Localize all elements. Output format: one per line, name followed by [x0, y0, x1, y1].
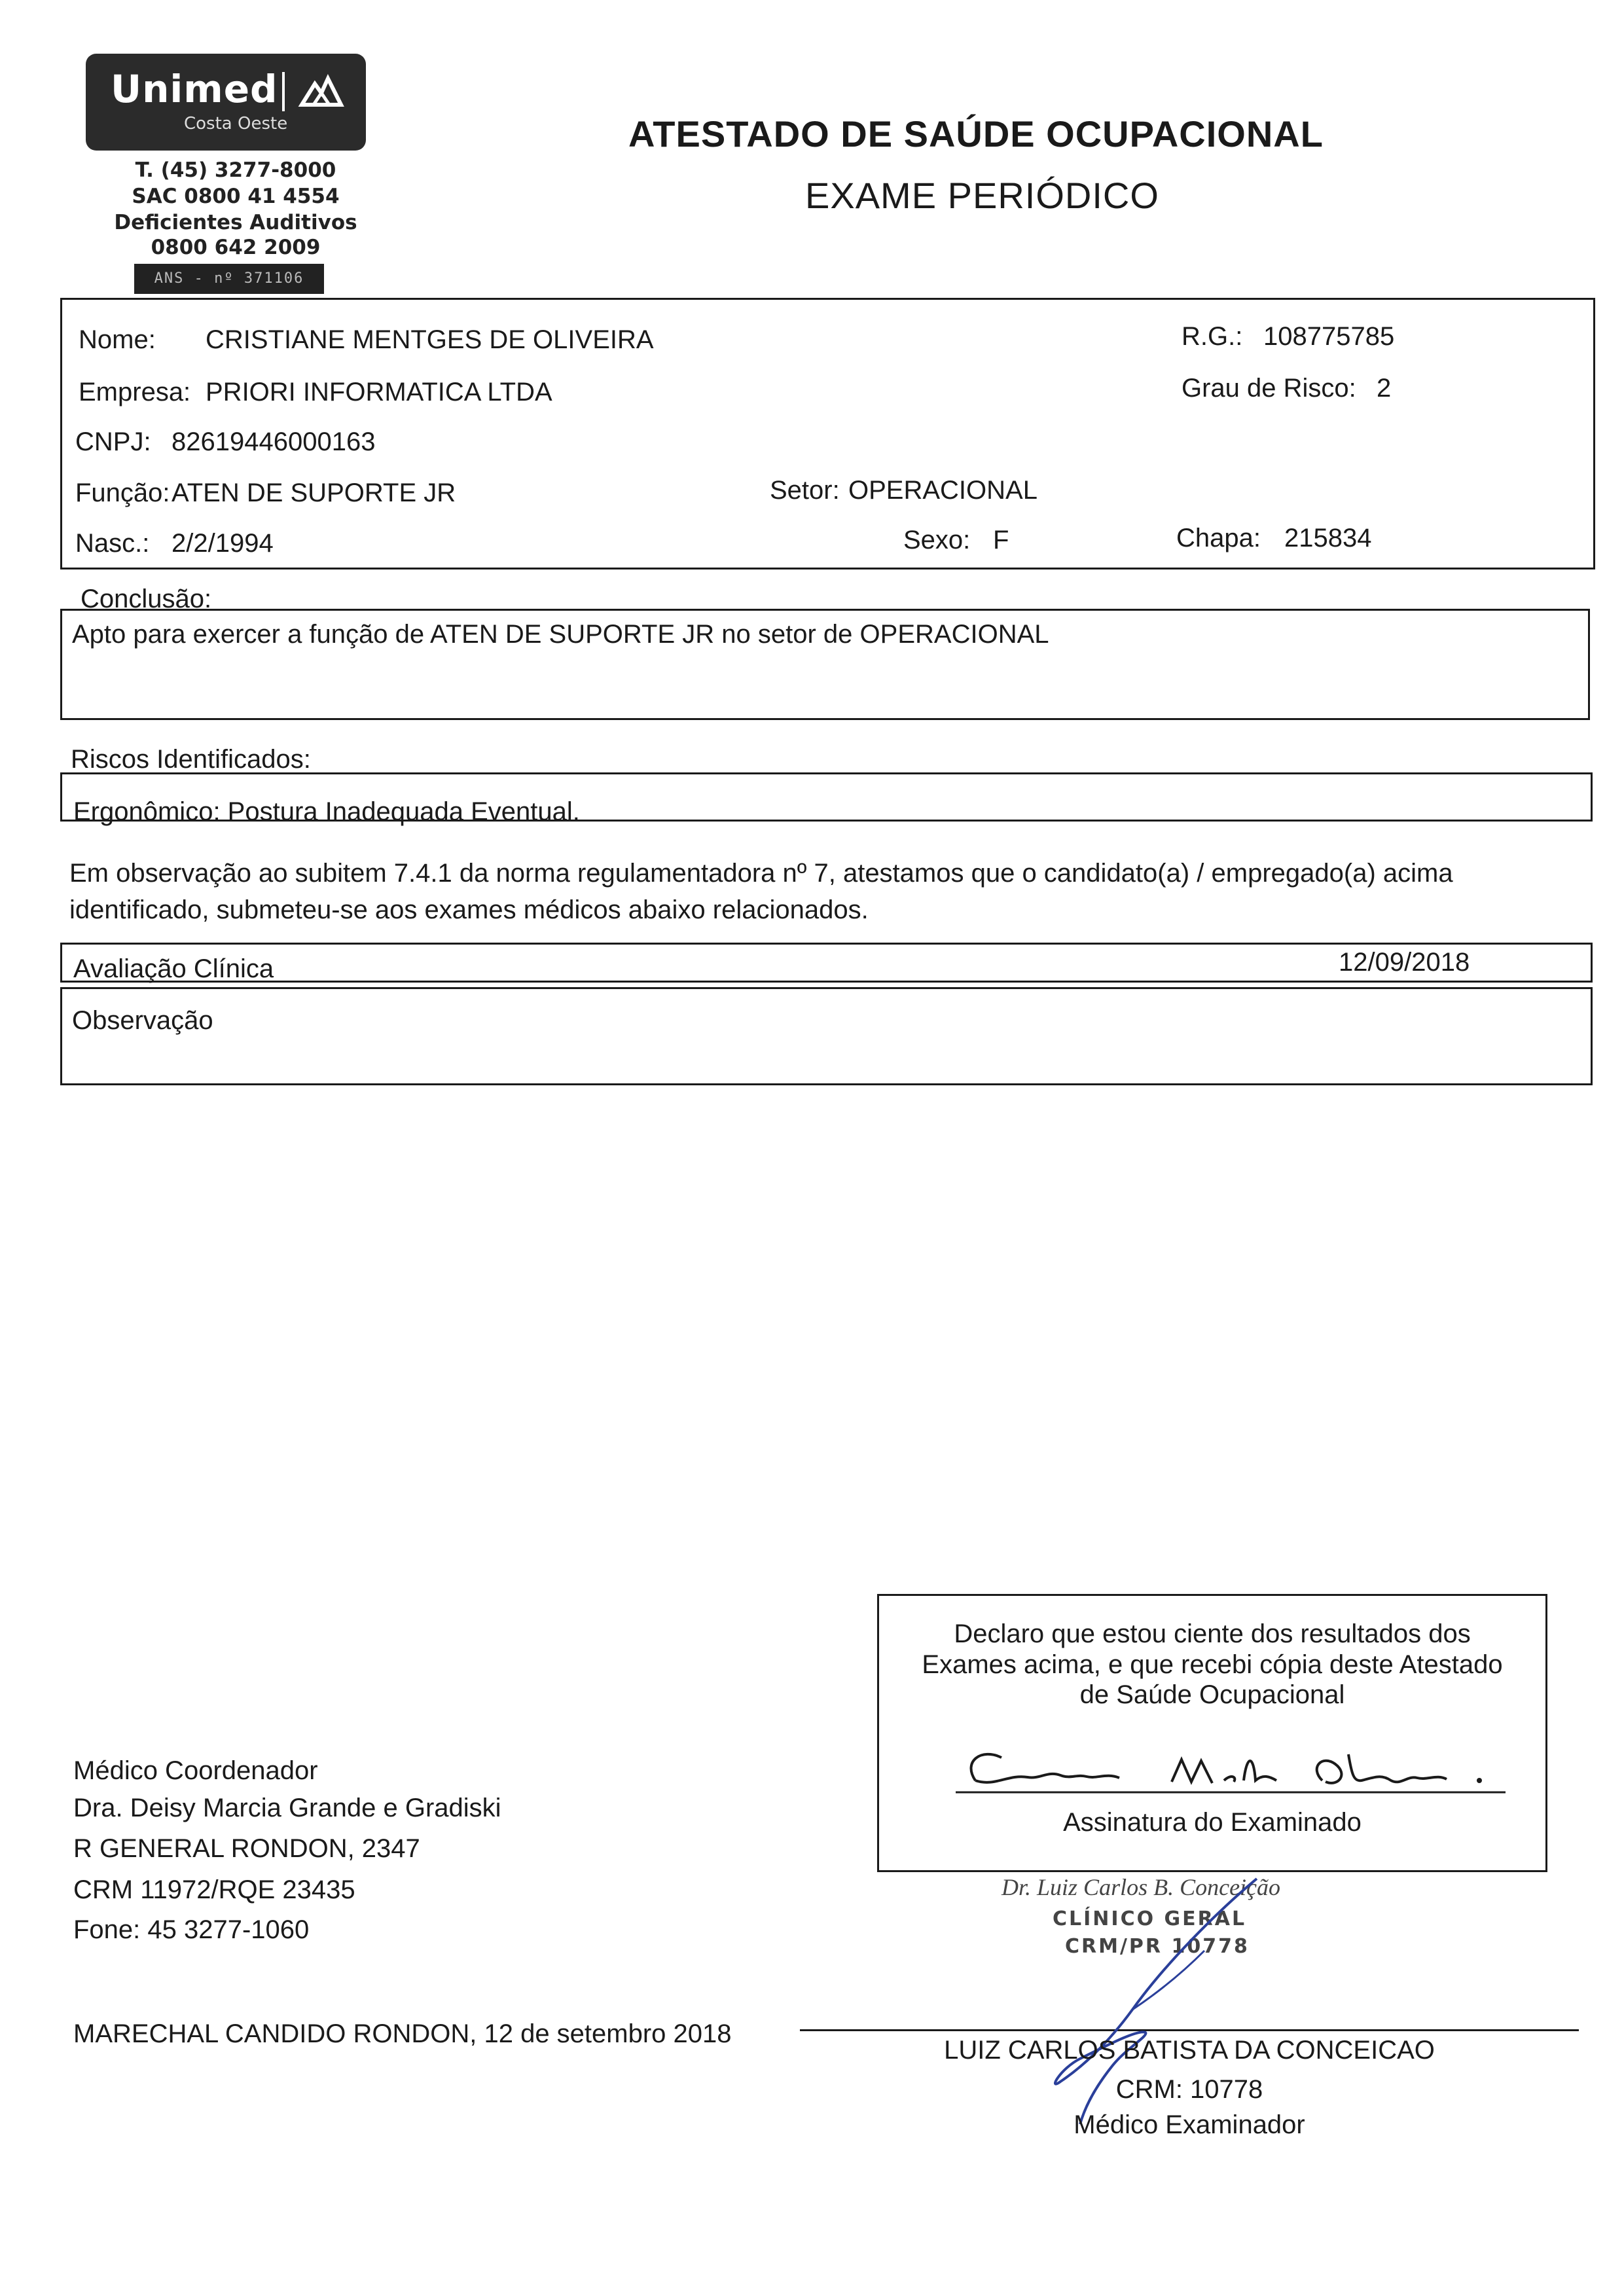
- role-label: Função:: [75, 479, 170, 507]
- unimed-logo: [86, 54, 366, 151]
- coordinator-address: R GENERAL RONDON, 2347: [73, 1834, 420, 1863]
- risk-grade-label: Grau de Risco:: [1182, 374, 1356, 403]
- coordinator-crm: CRM 11972/RQE 23435: [73, 1875, 355, 1904]
- sector-label: Setor:: [770, 476, 840, 505]
- phone-number: T. (45) 3277-8000: [135, 158, 336, 182]
- birth-label: Nasc.:: [75, 529, 150, 558]
- stamp-crm: CRM/PR 10778: [1065, 1935, 1250, 1958]
- logo-subtitle: Costa Oeste: [184, 114, 288, 134]
- logo-separator: [282, 72, 285, 111]
- examiner-name: LUIZ CARLOS BATISTA DA CONCEICAO: [944, 2036, 1435, 2065]
- signature-label: Assinatura do Examinado: [1063, 1808, 1362, 1837]
- examiner-role: Médico Examinador: [1074, 2110, 1305, 2139]
- unimed-tree-icon: [295, 71, 348, 113]
- document-subtitle: EXAME PERIÓDICO: [805, 175, 1159, 216]
- ans-badge: ANS - nº 371106: [134, 264, 324, 294]
- deaf-label: Deficientes Auditivos: [114, 211, 357, 234]
- deaf-phone: 0800 642 2009: [151, 236, 321, 259]
- role-value: ATEN DE SUPORTE JR: [171, 479, 456, 507]
- sex-label: Sexo:: [903, 526, 971, 554]
- name-label: Nome:: [79, 325, 156, 354]
- risks-label: Riscos Identificados:: [71, 745, 311, 774]
- statement-line-2: identificado, submeteu-se aos exames médicos abaixo relacionados.: [69, 895, 869, 924]
- coordinator-title: Médico Coordenador: [73, 1756, 318, 1785]
- declaration-line-3: de Saúde Ocupacional: [1079, 1680, 1345, 1709]
- sac-number: SAC 0800 41 4554: [132, 185, 340, 208]
- statement-line-1: Em observação ao subitem 7.4.1 da norma regulamentadora nº 7, atestamos que o candidato(a) / empregado(a) acima: [69, 859, 1453, 888]
- examiner-crm: CRM: 10778: [1115, 2075, 1263, 2104]
- sex-value: F: [993, 526, 1009, 554]
- risk-grade-value: 2: [1377, 374, 1392, 403]
- logo-name: Unimed: [111, 67, 278, 111]
- observation-label: Observação: [72, 1006, 213, 1035]
- exam-name: Avaliação Clínica: [73, 954, 274, 983]
- observation-box: [60, 987, 1593, 1085]
- cnpj-label: CNPJ:: [75, 427, 151, 456]
- coordinator-name: Dra. Deisy Marcia Grande e Gradiski: [73, 1794, 501, 1822]
- employee-name: CRISTIANE MENTGES DE OLIVEIRA: [206, 325, 654, 354]
- company-value: PRIORI INFORMATICA LTDA: [206, 378, 552, 407]
- stamp-specialty: CLÍNICO GERAL: [1053, 1907, 1247, 1930]
- company-label: Empresa:: [79, 378, 191, 407]
- badge-value: 215834: [1284, 524, 1372, 552]
- conclusion-label: Conclusão:: [81, 585, 212, 613]
- declaration-line-1: Declaro que estou ciente dos resultados dos: [954, 1619, 1471, 1648]
- examinee-signature: [956, 1735, 1519, 1807]
- birth-value: 2/2/1994: [171, 529, 274, 558]
- conclusion-text: Apto para exercer a função de ATEN DE SUPORTE JR no setor de OPERACIONAL: [72, 620, 1049, 649]
- exam-date: 12/09/2018: [1339, 948, 1470, 977]
- risks-text: Ergonômico: Postura Inadequada Eventual.: [73, 797, 580, 826]
- coordinator-phone: Fone: 45 3277-1060: [73, 1915, 310, 1944]
- badge-label: Chapa:: [1176, 524, 1261, 552]
- document-title: ATESTADO DE SAÚDE OCUPACIONAL: [628, 113, 1324, 154]
- rg-label: R.G.:: [1182, 322, 1243, 351]
- sector-value: OPERACIONAL: [848, 476, 1038, 505]
- stamp-doctor-name: Dr. Luiz Carlos B. Conceição: [1001, 1874, 1281, 1900]
- place-and-date: MARECHAL CANDIDO RONDON, 12 de setembro 2018: [73, 2019, 732, 2048]
- declaration-line-2: Exames acima, e que recebi cópia deste Atestado: [922, 1650, 1503, 1679]
- cnpj-value: 82619446000163: [171, 427, 376, 456]
- rg-value: 108775785: [1263, 322, 1395, 351]
